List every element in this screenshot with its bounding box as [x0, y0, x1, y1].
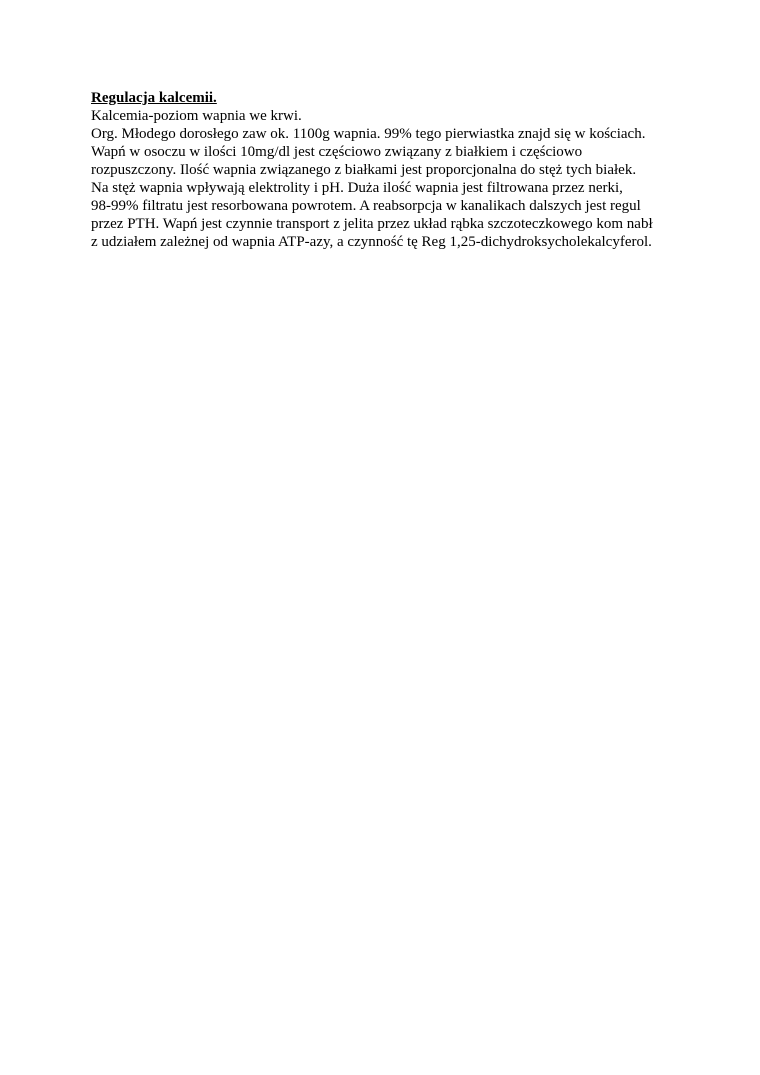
text-line: 98-99% filtratu jest resorbowana powrotem. A reabsorpcja w kanalikach dalszych jest regul — [91, 198, 641, 214]
text-line: Org. Młodego dorosłego zaw ok. 1100g wapnia. 99% tego pierwiastka znajd się w kościach. — [91, 126, 646, 142]
text-line: z udziałem zależnej od wapnia ATP-azy, a czynność tę Reg 1,25-dichydroksycholekalcyferol. — [91, 234, 652, 250]
text-line: przez PTH. Wapń jest czynnie transport z jelita przez układ rąbka szczoteczkowego kom nabł — [91, 216, 653, 232]
text-line: rozpuszczony. Ilość wapnia związanego z białkami jest proporcjonalna do stęż tych białek. — [91, 162, 637, 178]
document-title: Regulacja kalcemii. — [91, 90, 217, 106]
text-line: Na stęż wapnia wpływają elektrolity i pH. Duża ilość wapnia jest filtrowana przez nerki, — [91, 180, 623, 196]
text-line: Wapń w osoczu w ilości 10mg/dl jest częściowo związany z białkiem i częściowo — [91, 144, 583, 160]
text-line: Kalcemia-poziom wapnia we krwi. — [91, 108, 302, 124]
paragraph-block — [91, 89, 691, 251]
